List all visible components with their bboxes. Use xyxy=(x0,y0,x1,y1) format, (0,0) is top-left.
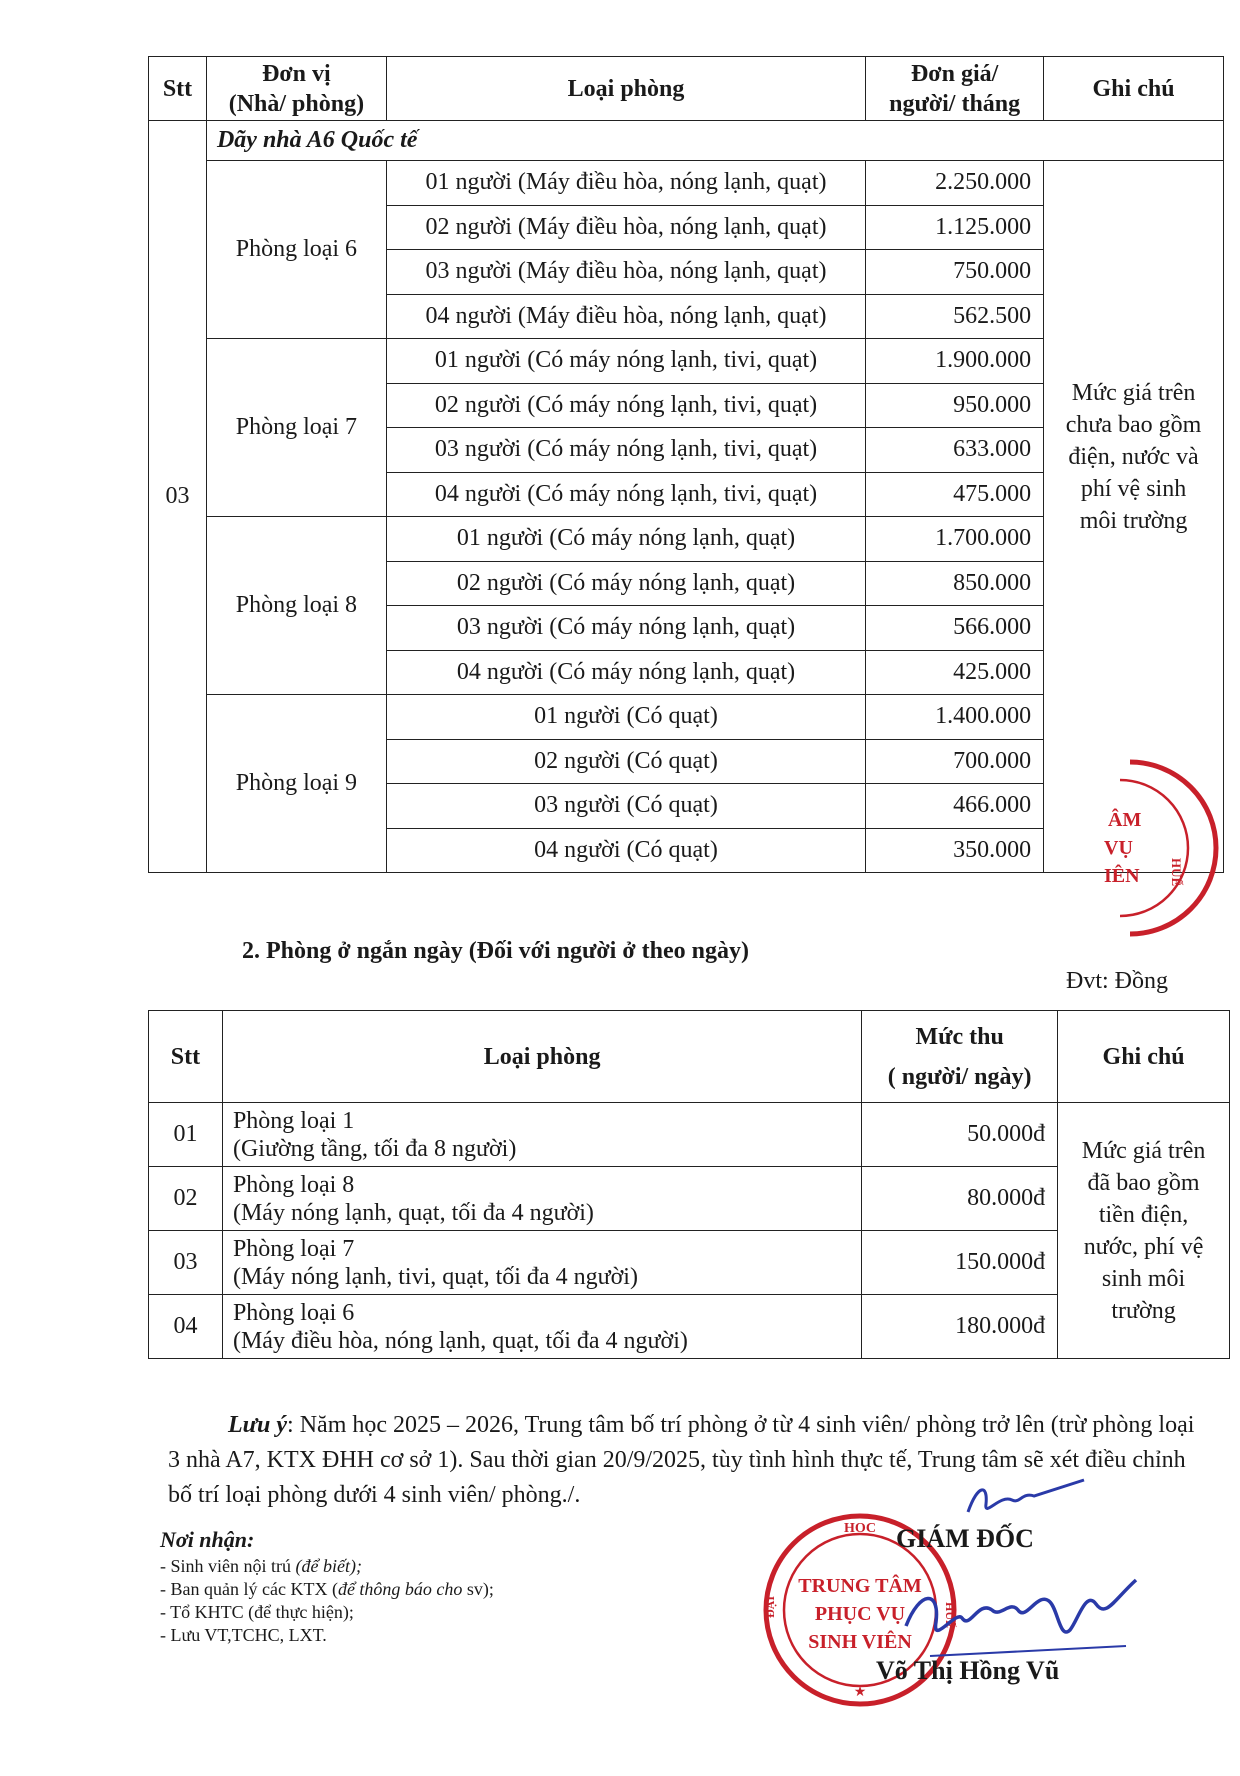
room-price: 950.000 xyxy=(866,383,1044,428)
room-detail: (Máy điều hòa, nóng lạnh, quạt, tối đa 4 người) xyxy=(232,1327,688,1354)
room-detail: (Máy nóng lạnh, quạt, tối đa 4 người) xyxy=(232,1199,594,1226)
room-group-name: Phòng loại 6 xyxy=(206,161,386,339)
row-stt: 02 xyxy=(149,1167,223,1231)
director-signature-icon xyxy=(900,1560,1140,1670)
stt-cell: 03 xyxy=(149,121,207,873)
room-desc: 02 người (Có máy nóng lạnh, tivi, quạt) xyxy=(386,383,865,428)
room-desc: 03 người (Máy điều hòa, nóng lạnh, quạt) xyxy=(386,250,865,295)
header-note: Ghi chú xyxy=(1044,57,1224,121)
table1-header-row xyxy=(149,57,1224,121)
recipient-text: - Tổ KHTC (để thực hiện); xyxy=(160,1602,354,1622)
room-group-name: Phòng loại 7 xyxy=(206,339,386,517)
stamp-top-text: HỌC xyxy=(844,1521,876,1536)
recipient-item xyxy=(160,1555,494,1578)
room-desc: 03 người (Có máy nóng lạnh, tivi, quạt) xyxy=(386,428,865,473)
room-rate: 150.000đ xyxy=(862,1231,1058,1295)
note-cell: Mức giá trên chưa bao gồm điện, nước và phí vệ sinh môi trường xyxy=(1044,161,1224,873)
recipient-text: - Ban quản lý các KTX ( xyxy=(160,1579,338,1599)
room-price: 350.000 xyxy=(866,828,1044,873)
header-price-line2: người/ tháng xyxy=(889,90,1021,117)
header-price xyxy=(866,57,1044,121)
price-table-monthly xyxy=(148,56,1224,873)
room-cell xyxy=(222,1295,861,1359)
room-price: 2.250.000 xyxy=(866,161,1044,206)
room-desc: 01 người (Có máy nóng lạnh, tivi, quạt) xyxy=(386,339,865,384)
recipient-tail: sv); xyxy=(462,1579,494,1599)
recipient-italic: (để biết); xyxy=(295,1556,362,1576)
room-desc: 04 người (Có máy nóng lạnh, quạt) xyxy=(386,650,865,695)
price-table-daily xyxy=(148,1010,1230,1359)
room-desc: 02 người (Có máy nóng lạnh, quạt) xyxy=(386,561,865,606)
initials-signature-icon xyxy=(960,1474,1090,1524)
room-rate: 80.000đ xyxy=(862,1167,1058,1231)
room-price: 425.000 xyxy=(866,650,1044,695)
recipient-text: - Lưu VT,TCHC, LXT. xyxy=(160,1625,327,1645)
remark-text: : Năm học 2025 – 2026, Trung tâm bố trí phòng ở từ 4 sinh viên/ phòng trở lên (trừ phòng loại 3 nhà A7, KTX ĐHH cơ sở 1). Sau thời gian 20/9/2025, tùy tình hình thực tế, Trung tâm sẽ xét điều chỉnh bố trí loại phòng dưới 4 sinh viên/ phòng./. xyxy=(168,1412,1195,1508)
building-group-label: Dãy nhà A6 Quốc tế xyxy=(206,121,1223,161)
room-price: 562.500 xyxy=(866,294,1044,339)
note-cell: Mức giá trên đã bao gồm tiền điện, nước, phí vệ sinh môi trường xyxy=(1058,1103,1230,1359)
room-desc: 01 người (Có máy nóng lạnh, quạt) xyxy=(386,517,865,562)
partial-stamp-icon xyxy=(1090,758,1220,938)
stamp-right-text: HUẾ xyxy=(943,1602,957,1629)
recipient-item xyxy=(160,1601,494,1624)
director-name: Võ Thị Hồng Vũ xyxy=(876,1656,1060,1685)
room-desc: 03 người (Có máy nóng lạnh, quạt) xyxy=(386,606,865,651)
recipient-item xyxy=(160,1624,494,1647)
room-desc: 02 người (Có quạt) xyxy=(386,739,865,784)
group-row xyxy=(149,121,1224,161)
room-price: 475.000 xyxy=(866,472,1044,517)
room-name: Phòng loại 8 xyxy=(232,1171,355,1198)
stamp-partial-line1: ÂM xyxy=(1108,809,1142,831)
room-price: 700.000 xyxy=(866,739,1044,784)
row-stt: 01 xyxy=(149,1103,223,1167)
header-unit-line2: (Nhà/ phòng) xyxy=(228,90,365,117)
remark-label: Lưu ý xyxy=(228,1412,288,1438)
room-cell xyxy=(222,1231,861,1295)
table1-body xyxy=(149,121,1224,873)
room-cell xyxy=(222,1167,861,1231)
stamp-star-icon: ★ xyxy=(853,1685,867,1700)
room-desc: 01 người (Có quạt) xyxy=(386,695,865,740)
stamp-left-text: ĐẠI xyxy=(763,1595,777,1618)
row-stt: 03 xyxy=(149,1231,223,1295)
table2-body xyxy=(149,1103,1230,1359)
room-name: Phòng loại 7 xyxy=(232,1235,355,1262)
stamp-line1: TRUNG TÂM xyxy=(798,1575,922,1597)
room-desc: 04 người (Máy điều hòa, nóng lạnh, quạt) xyxy=(386,294,865,339)
stamp-partial-right: HUẾ xyxy=(1169,858,1184,887)
header-stt: Stt xyxy=(149,57,207,121)
recipients-block xyxy=(160,1528,494,1647)
header-rate-line2: ( người/ ngày) xyxy=(887,1063,1032,1090)
room-detail: (Giường tầng, tối đa 8 người) xyxy=(232,1135,517,1162)
header-rate xyxy=(862,1011,1058,1103)
table-row xyxy=(149,1103,1230,1167)
room-name: Phòng loại 6 xyxy=(232,1299,355,1326)
room-desc: 04 người (Có quạt) xyxy=(386,828,865,873)
room-price: 850.000 xyxy=(866,561,1044,606)
room-price: 1.700.000 xyxy=(866,517,1044,562)
room-price: 750.000 xyxy=(866,250,1044,295)
room-price: 1.900.000 xyxy=(866,339,1044,384)
header-unit xyxy=(206,57,386,121)
room-price: 1.125.000 xyxy=(866,205,1044,250)
director-title: GIÁM ĐỐC xyxy=(896,1524,1034,1553)
section2-heading: 2. Phòng ở ngắn ngày (Đối với người ở theo ngày) xyxy=(242,938,749,964)
recipient-italic: để thông báo cho xyxy=(337,1579,463,1599)
header-room-type: Loại phòng xyxy=(386,57,865,121)
stamp-partial-line2: VỤ xyxy=(1104,837,1133,859)
room-price: 566.000 xyxy=(866,606,1044,651)
room-desc: 02 người (Máy điều hòa, nóng lạnh, quạt) xyxy=(386,205,865,250)
stamp-line3: SINH VIÊN xyxy=(808,1631,912,1653)
room-detail: (Máy nóng lạnh, tivi, quạt, tối đa 4 người) xyxy=(232,1263,638,1290)
header-rate-line1: Mức thu xyxy=(915,1023,1004,1050)
recipient-text: - Sinh viên nội trú xyxy=(160,1556,296,1576)
header-room-type: Loại phòng xyxy=(222,1011,861,1103)
table2-header-row xyxy=(149,1011,1230,1103)
room-price: 1.400.000 xyxy=(866,695,1044,740)
stamp-line2: PHỤC VỤ xyxy=(814,1603,906,1625)
header-note: Ghi chú xyxy=(1058,1011,1230,1103)
room-price: 466.000 xyxy=(866,784,1044,829)
room-desc: 04 người (Có máy nóng lạnh, tivi, quạt) xyxy=(386,472,865,517)
room-name: Phòng loại 1 xyxy=(232,1107,355,1134)
stamp-partial-line3: IÊN xyxy=(1104,865,1140,887)
recipient-item xyxy=(160,1578,494,1601)
room-price: 633.000 xyxy=(866,428,1044,473)
room-cell xyxy=(222,1103,861,1167)
table-row xyxy=(149,161,1224,206)
room-group-name: Phòng loại 9 xyxy=(206,695,386,873)
header-stt: Stt xyxy=(149,1011,223,1103)
header-price-line1: Đơn giá/ xyxy=(910,60,999,87)
header-unit-line1: Đơn vị xyxy=(262,60,331,87)
room-rate: 50.000đ xyxy=(862,1103,1058,1167)
room-desc: 03 người (Có quạt) xyxy=(386,784,865,829)
recipients-heading: Nơi nhận: xyxy=(160,1527,255,1552)
row-stt: 04 xyxy=(149,1295,223,1359)
room-group-name: Phòng loại 8 xyxy=(206,517,386,695)
unit-label: Đvt: Đồng xyxy=(1066,968,1168,994)
room-rate: 180.000đ xyxy=(862,1295,1058,1359)
room-desc: 01 người (Máy điều hòa, nóng lạnh, quạt) xyxy=(386,161,865,206)
